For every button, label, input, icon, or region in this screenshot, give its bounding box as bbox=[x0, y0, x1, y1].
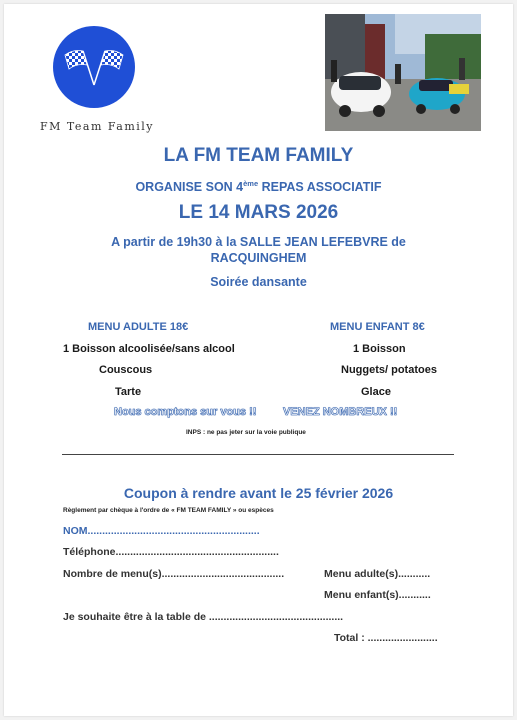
venue-line-1: A partir de 19h30 à la SALLE JEAN LEFEBVRE de bbox=[111, 235, 406, 249]
adult-menu-item: Tarte bbox=[115, 386, 142, 398]
event-subtitle: ORGANISE SON 4ème REPAS ASSOCIATIF bbox=[135, 179, 382, 195]
event-title: LA FM TEAM FAMILY bbox=[163, 145, 354, 166]
divider bbox=[62, 454, 454, 455]
child-menu-item: Nuggets/ potatoes bbox=[341, 364, 437, 376]
venue-line-2: RACQUINGHEM bbox=[210, 251, 307, 265]
payment-note: Règlement par chèque à l'ordre de « FM TEAM FAMILY » ou espèces bbox=[63, 507, 274, 514]
name-field[interactable]: NOM........................................................... bbox=[63, 525, 260, 537]
slogan-right: VENEZ NOMBREUX !! bbox=[283, 406, 398, 418]
checkered-flags-icon bbox=[63, 47, 125, 87]
phone-field[interactable]: Téléphone........................................................ bbox=[63, 546, 279, 558]
event-date: LE 14 MARS 2026 bbox=[178, 202, 339, 223]
flyer-page bbox=[4, 4, 513, 716]
event-venue bbox=[4, 234, 513, 266]
adult-menu-count-field[interactable]: Menu adulte(s)........... bbox=[324, 568, 431, 580]
adult-menu-title: MENU ADULTE 18€ bbox=[88, 321, 189, 333]
adult-menu-item: Couscous bbox=[99, 364, 153, 376]
table-preference-field[interactable]: Je souhaite être à la table de .............................................. bbox=[63, 611, 344, 623]
evening-label: Soirée dansante bbox=[210, 275, 307, 289]
rally-cars-image bbox=[325, 14, 481, 131]
slogan-left: Nous comptons sur vous !! bbox=[114, 406, 257, 418]
rally-cars-photo bbox=[325, 14, 481, 131]
public-road-note: INPS : ne pas jeter sur la voie publique bbox=[186, 429, 306, 436]
menu-count-field[interactable]: Nombre de menu(s).......................................... bbox=[63, 568, 285, 580]
logo-caption: FM Team Family bbox=[40, 120, 154, 133]
adult-menu-item: 1 Boisson alcoolisée/sans alcool bbox=[63, 343, 235, 355]
total-field[interactable]: Total : ........................ bbox=[334, 632, 438, 644]
child-menu-title: MENU ENFANT 8€ bbox=[330, 321, 425, 333]
child-menu-item: Glace bbox=[361, 386, 391, 398]
child-menu-count-field[interactable]: Menu enfant(s)........... bbox=[324, 589, 431, 601]
child-menu-item: 1 Boisson bbox=[353, 343, 406, 355]
coupon-title: Coupon à rendre avant le 25 février 2026 bbox=[123, 485, 394, 501]
checkered-flags-logo bbox=[53, 26, 135, 108]
